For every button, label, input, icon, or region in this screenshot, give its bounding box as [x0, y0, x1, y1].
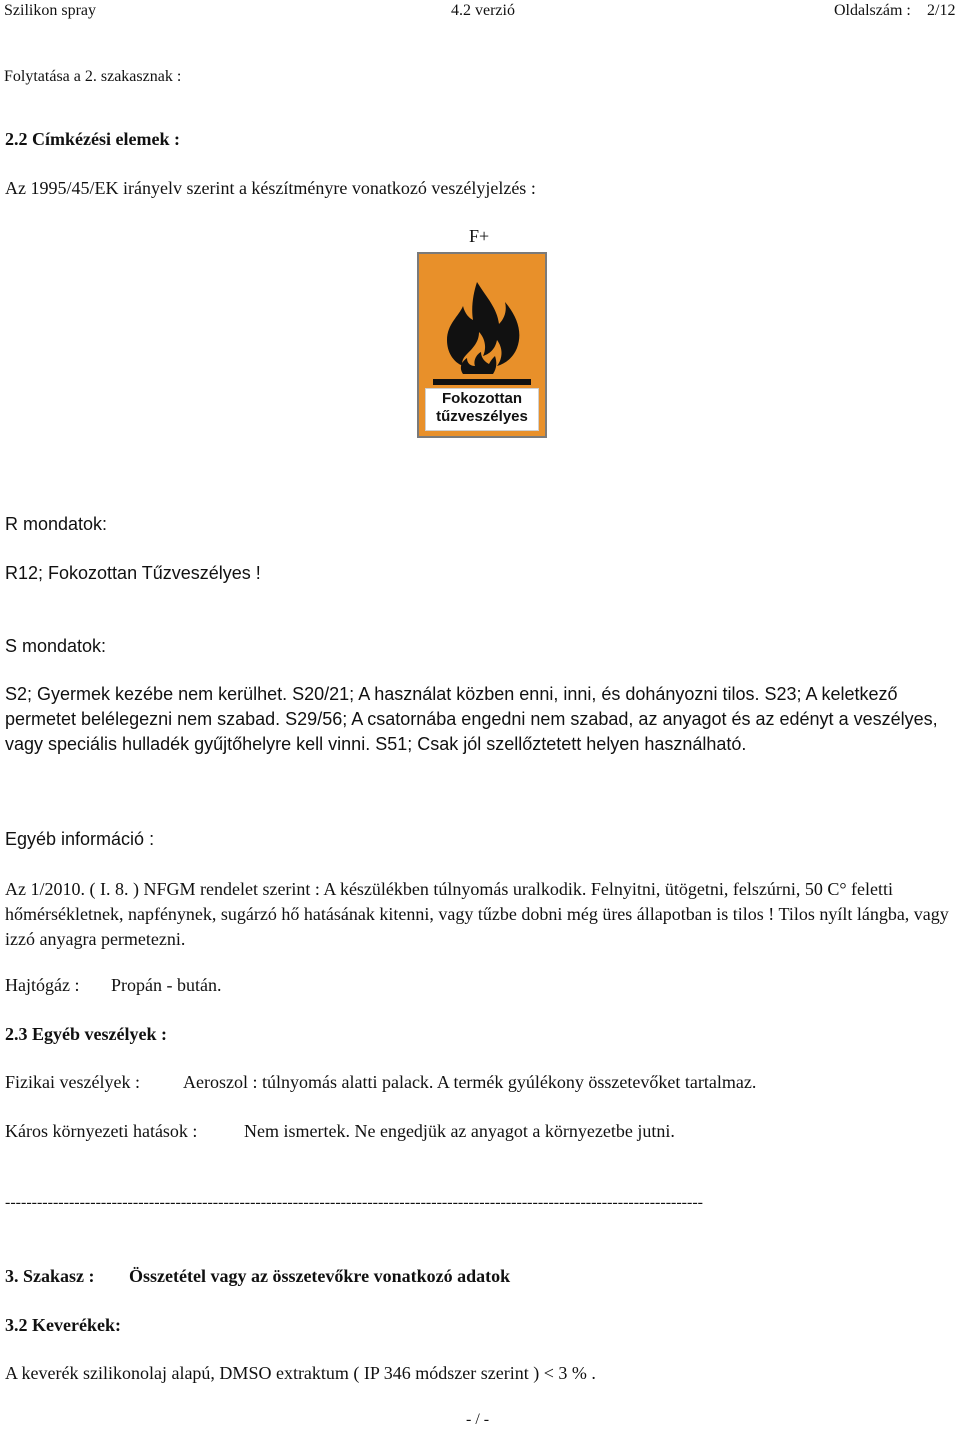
header-page-number: 2/12 — [927, 2, 956, 19]
header-version: 4.2 verzió — [451, 2, 515, 19]
page-footer: - / - — [466, 1411, 490, 1428]
mixture-text: A keverék szilikonolaj alapú, DMSO extraktum ( IP 346 módszer szerint ) < 3 % . — [5, 1363, 596, 1383]
continuation-note: Folytatása a 2. szakasznak : — [4, 68, 182, 85]
section-2-2-title: 2.2 Címkézési elemek : — [5, 129, 180, 149]
header-product: Szilikon spray — [4, 2, 96, 19]
s-heading: S mondatok: — [5, 636, 107, 656]
env-effects-label: Káros környezeti hatások : — [5, 1121, 198, 1141]
section-3-title: Összetétel vagy az összetevőkre vonatkozó adatok — [129, 1266, 511, 1286]
header-page-label: Oldalszám : — [834, 2, 911, 19]
pictogram-label-line2: tűzveszélyes — [436, 408, 528, 425]
divider-line: ----------------------------------------------------------------------------------------------------------------------------------- — [5, 1194, 703, 1211]
section-3-number: 3. Szakasz : — [5, 1266, 95, 1286]
s-text: S2; Gyermek kezébe nem kerülhet. S20/21; A használat közben enni, inni, és dohányozni tilos. S23; A keletkező permetet belélegezni nem szabad. S29/56; A csatornába engedni nem szabad, az anyagot és az edényt a veszélyes, vagy speciális hulladék gyűjtőhelyre kell vinni. S51; Csak jól szellőztetett helyen használható. — [5, 684, 938, 754]
other-info-heading: Egyéb információ : — [5, 829, 155, 849]
pictogram-label-line1: Fokozottan — [442, 390, 522, 407]
flame-icon — [425, 262, 539, 388]
r-text: R12; Fokozottan Tűzveszélyes ! — [5, 563, 261, 583]
pictogram-label — [425, 388, 539, 431]
env-effects-value: Nem ismertek. Ne engedjük az anyagot a környezetbe jutni. — [244, 1121, 675, 1141]
other-info-text: Az 1/2010. ( I. 8. ) NFGM rendelet szerint : A készülékben túlnyomás uralkodik. Felnyitni, ütögetni, felszúrni, 50 C° feletti hőmérsékletnek, napfénynek, sugárzó hő hatásának kitenni, vagy tűzbe dobni még üres állapotban is tilos ! Tilos nyílt lángba, vagy izzó anyagra permetezni. — [5, 879, 949, 949]
physical-hazards-label: Fizikai veszélyek : — [5, 1072, 140, 1092]
propellant-value: Propán - bután. — [111, 975, 222, 995]
hazard-symbol-code: F+ — [469, 226, 490, 246]
physical-hazards-value: Aeroszol : túlnyomás alatti palack. A termék gyúlékony összetevőket tartalmaz. — [183, 1072, 757, 1092]
directive-text: Az 1995/45/EK irányelv szerint a készítményre vonatkozó veszélyjelzés : — [5, 178, 536, 198]
r-heading: R mondatok: — [5, 514, 108, 534]
section-2-3-title: 2.3 Egyéb veszélyek : — [5, 1024, 167, 1044]
propellant-label: Hajtógáz : — [5, 975, 80, 995]
hazard-pictogram — [417, 252, 547, 438]
section-3-2-title: 3.2 Keverékek: — [5, 1315, 121, 1335]
